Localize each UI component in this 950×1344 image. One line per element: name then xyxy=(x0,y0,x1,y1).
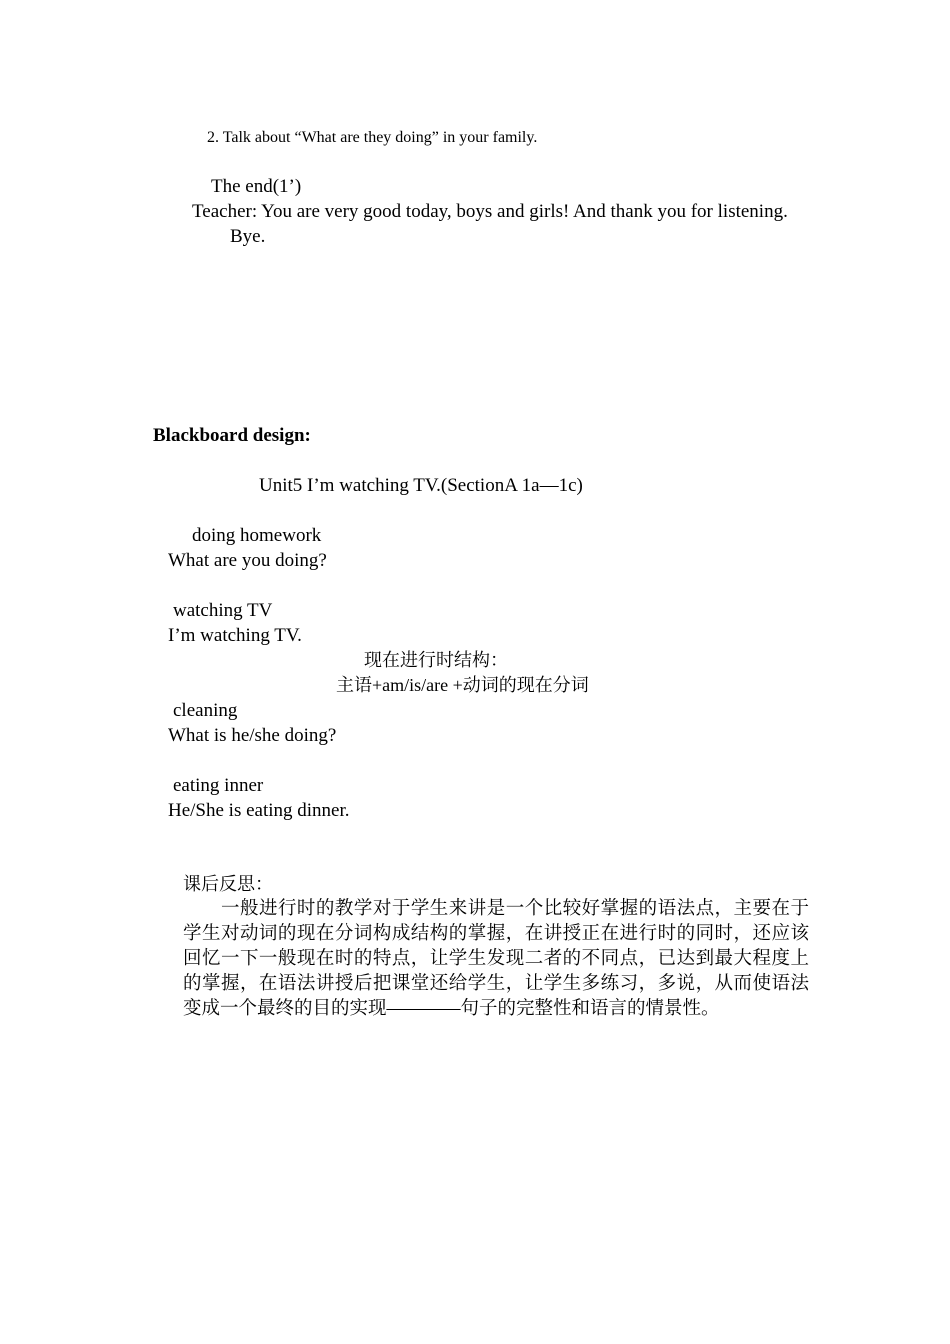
question-what-are-you-doing: What are you doing? xyxy=(168,550,327,571)
phrase-cleaning: cleaning xyxy=(173,700,238,721)
reflection-body: 一般进行时的教学对于学生来讲是一个比较好掌握的语法点，主要在于学生对动词的现在分词构成结构的掌握，在讲授正在进行时的同时，还应该回忆一下一般现在时的特点，让学生发现二者的不同点，已达到最大程度上的掌握，在语法讲授后把课堂还给学生，让学生多练习，多说，从而使语法变成一个最终的目的实现————句子的完整性和语言的情景性。 xyxy=(183,899,809,1019)
phrase-doing-homework: doing homework xyxy=(192,525,322,546)
homework-item: 2. Talk about “What are they doing” in your family. xyxy=(207,129,538,146)
structure-formula: 主语+am/is/are +动词的现在分词 xyxy=(336,675,589,695)
question-what-is-he-she-doing: What is he/she doing? xyxy=(168,725,337,746)
bye-line: Bye. xyxy=(230,226,266,247)
the-end-line: The end(1’) xyxy=(211,176,302,197)
answer-eating-dinner: He/She is eating dinner. xyxy=(168,800,350,821)
phrase-watching-tv: watching TV xyxy=(173,600,273,621)
reflection-heading: 课后反思： xyxy=(183,874,273,894)
blackboard-heading: Blackboard design: xyxy=(153,425,311,446)
answer-watching-tv: I’m watching TV. xyxy=(168,625,302,646)
structure-label: 现在进行时结构： xyxy=(364,650,508,670)
phrase-eating-inner: eating inner xyxy=(173,775,264,796)
unit-title: Unit5 I’m watching TV.(SectionA 1a—1c) xyxy=(259,475,583,496)
teacher-line: Teacher: You are very good today, boys and girls! And thank you for listening. xyxy=(192,201,788,222)
